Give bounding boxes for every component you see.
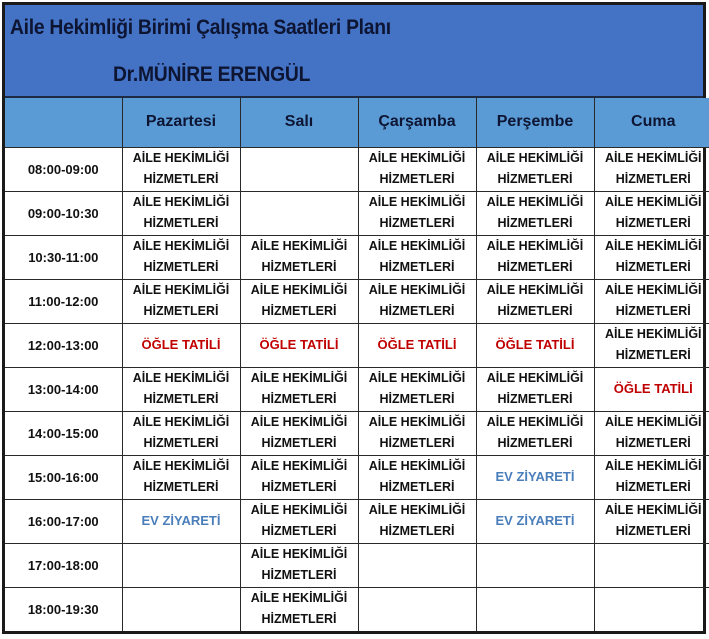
cell-carsamba	[358, 455, 476, 499]
table-row	[5, 455, 709, 499]
table-row	[5, 235, 709, 279]
activity-aile-line1: AİLE HEKİMLİĞİ	[368, 151, 466, 165]
activity-aile-line2: HİZMETLERİ	[497, 216, 573, 230]
activity-aile-line2: HİZMETLERİ	[497, 436, 573, 450]
activity-aile-line2: HİZMETLERİ	[379, 216, 455, 230]
day-header-pazartesi: Pazartesi	[122, 98, 240, 147]
activity-ogle-tatili: ÖĞLE TATİLİ	[141, 337, 221, 352]
activity-aile-line2: HİZMETLERİ	[143, 260, 219, 274]
activity-ev-ziyareti: EV ZİYARETİ	[495, 469, 575, 484]
cell-cuma	[594, 411, 709, 455]
activity-aile-line1: AİLE HEKİMLİĞİ	[132, 195, 230, 209]
time-slot: 13:00-14:00	[5, 367, 122, 411]
cell-cuma	[594, 587, 709, 631]
time-slot: 18:00-19:30	[5, 587, 122, 631]
activity-aile-line2: HİZMETLERİ	[615, 436, 691, 450]
day-header-sali: Salı	[240, 98, 358, 147]
activity-aile-line2: HİZMETLERİ	[497, 260, 573, 274]
cell-persembe	[476, 367, 594, 411]
activity-aile-line1: AİLE HEKİMLİĞİ	[604, 283, 702, 297]
activity-aile-line1: AİLE HEKİMLİĞİ	[368, 283, 466, 297]
activity-aile-line1: AİLE HEKİMLİĞİ	[250, 503, 348, 517]
time-slot: 17:00-18:00	[5, 543, 122, 587]
cell-sali	[240, 147, 358, 191]
activity-aile-line2: HİZMETLERİ	[143, 304, 219, 318]
activity-ev-ziyareti: EV ZİYARETİ	[495, 513, 575, 528]
activity-aile-line1: AİLE HEKİMLİĞİ	[368, 239, 466, 253]
activity-aile-line1: AİLE HEKİMLİĞİ	[368, 371, 466, 385]
activity-aile-line1: AİLE HEKİMLİĞİ	[604, 459, 702, 473]
time-slot: 15:00-16:00	[5, 455, 122, 499]
cell-carsamba	[358, 147, 476, 191]
activity-aile-line2: HİZMETLERİ	[261, 304, 337, 318]
cell-sali	[240, 191, 358, 235]
cell-carsamba	[358, 587, 476, 631]
activity-ogle-tatili: ÖĞLE TATİLİ	[259, 337, 339, 352]
activity-aile-line2: HİZMETLERİ	[143, 392, 219, 406]
activity-aile-line2: HİZMETLERİ	[261, 436, 337, 450]
activity-aile-line1: AİLE HEKİMLİĞİ	[368, 503, 466, 517]
activity-aile-line1: AİLE HEKİMLİĞİ	[486, 239, 584, 253]
cell-persembe	[476, 323, 594, 367]
activity-aile-line1: AİLE HEKİMLİĞİ	[132, 371, 230, 385]
title-band	[5, 5, 703, 98]
cell-pazartesi	[122, 147, 240, 191]
activity-aile-line2: HİZMETLERİ	[497, 172, 573, 186]
activity-ogle-tatili: ÖĞLE TATİLİ	[495, 337, 575, 352]
activity-aile-line2: HİZMETLERİ	[379, 480, 455, 494]
activity-aile-line1: AİLE HEKİMLİĞİ	[250, 459, 348, 473]
cell-sali	[240, 499, 358, 543]
cell-cuma	[594, 147, 709, 191]
table-row	[5, 411, 709, 455]
cell-persembe	[476, 191, 594, 235]
cell-cuma	[594, 191, 709, 235]
table-row	[5, 367, 709, 411]
activity-aile-line1: AİLE HEKİMLİĞİ	[486, 415, 584, 429]
activity-aile-line2: HİZMETLERİ	[379, 260, 455, 274]
cell-persembe	[476, 235, 594, 279]
activity-aile-line2: HİZMETLERİ	[379, 172, 455, 186]
activity-aile-line1: AİLE HEKİMLİĞİ	[250, 547, 348, 561]
day-header-persembe: Perşembe	[476, 98, 594, 147]
cell-carsamba	[358, 543, 476, 587]
cell-sali	[240, 279, 358, 323]
cell-cuma	[594, 279, 709, 323]
cell-cuma	[594, 323, 709, 367]
activity-aile-line2: HİZMETLERİ	[143, 172, 219, 186]
activity-aile-line1: AİLE HEKİMLİĞİ	[132, 415, 230, 429]
activity-aile-line1: AİLE HEKİMLİĞİ	[486, 195, 584, 209]
activity-aile-line1: AİLE HEKİMLİĞİ	[132, 151, 230, 165]
cell-persembe	[476, 279, 594, 323]
activity-aile-line1: AİLE HEKİMLİĞİ	[368, 415, 466, 429]
cell-sali	[240, 455, 358, 499]
activity-aile-line1: AİLE HEKİMLİĞİ	[368, 195, 466, 209]
table-row	[5, 323, 709, 367]
cell-sali	[240, 323, 358, 367]
cell-pazartesi	[122, 587, 240, 631]
activity-aile-line1: AİLE HEKİMLİĞİ	[486, 371, 584, 385]
cell-pazartesi	[122, 411, 240, 455]
activity-aile-line1: AİLE HEKİMLİĞİ	[368, 459, 466, 473]
cell-pazartesi	[122, 191, 240, 235]
activity-aile-line1: AİLE HEKİMLİĞİ	[486, 283, 584, 297]
table-row	[5, 279, 709, 323]
cell-persembe	[476, 543, 594, 587]
activity-aile-line1: AİLE HEKİMLİĞİ	[604, 327, 702, 341]
time-slot: 09:00-10:30	[5, 191, 122, 235]
cell-pazartesi	[122, 543, 240, 587]
cell-sali	[240, 235, 358, 279]
table-row	[5, 587, 709, 631]
activity-aile-line1: AİLE HEKİMLİĞİ	[132, 459, 230, 473]
time-slot: 16:00-17:00	[5, 499, 122, 543]
activity-ogle-tatili: ÖĞLE TATİLİ	[613, 381, 693, 396]
cell-pazartesi	[122, 455, 240, 499]
activity-aile-line1: AİLE HEKİMLİĞİ	[132, 239, 230, 253]
activity-aile-line2: HİZMETLERİ	[615, 348, 691, 362]
time-slot: 11:00-12:00	[5, 279, 122, 323]
cell-sali	[240, 587, 358, 631]
activity-aile-line2: HİZMETLERİ	[261, 612, 337, 627]
cell-sali	[240, 543, 358, 587]
activity-aile-line2: HİZMETLERİ	[261, 524, 337, 538]
activity-aile-line2: HİZMETLERİ	[615, 304, 691, 318]
activity-aile-line2: HİZMETLERİ	[261, 568, 337, 582]
cell-pazartesi	[122, 499, 240, 543]
activity-aile-line2: HİZMETLERİ	[143, 480, 219, 494]
cell-cuma	[594, 455, 709, 499]
activity-ev-ziyareti: EV ZİYARETİ	[141, 513, 221, 528]
cell-persembe	[476, 147, 594, 191]
cell-pazartesi	[122, 235, 240, 279]
activity-aile-line2: HİZMETLERİ	[497, 392, 573, 406]
activity-aile-line1: AİLE HEKİMLİĞİ	[604, 151, 702, 165]
time-slot: 08:00-09:00	[5, 147, 122, 191]
cell-persembe	[476, 411, 594, 455]
cell-sali	[240, 367, 358, 411]
activity-aile-line2: HİZMETLERİ	[615, 480, 691, 494]
cell-sali	[240, 411, 358, 455]
activity-aile-line1: AİLE HEKİMLİĞİ	[486, 151, 584, 165]
activity-aile-line2: HİZMETLERİ	[261, 480, 337, 494]
activity-aile-line2: HİZMETLERİ	[615, 216, 691, 230]
activity-aile-line1: AİLE HEKİMLİĞİ	[250, 283, 348, 297]
cell-persembe	[476, 587, 594, 631]
cell-pazartesi	[122, 279, 240, 323]
cell-cuma	[594, 235, 709, 279]
cell-carsamba	[358, 323, 476, 367]
table-row	[5, 191, 709, 235]
cell-persembe	[476, 455, 594, 499]
cell-pazartesi	[122, 323, 240, 367]
cell-persembe	[476, 499, 594, 543]
activity-aile-line2: HİZMETLERİ	[615, 260, 691, 274]
cell-cuma	[594, 367, 709, 411]
activity-aile-line2: HİZMETLERİ	[497, 304, 573, 318]
activity-aile-line1: AİLE HEKİMLİĞİ	[604, 415, 702, 429]
table-row	[5, 147, 709, 191]
day-header-carsamba: Çarşamba	[358, 98, 476, 147]
table-row	[5, 499, 709, 543]
day-header-cuma: Cuma	[594, 98, 709, 147]
activity-aile-line2: HİZMETLERİ	[379, 304, 455, 318]
activity-aile-line1: AİLE HEKİMLİĞİ	[132, 283, 230, 297]
activity-aile-line2: HİZMETLERİ	[379, 524, 455, 538]
activity-aile-line1: AİLE HEKİMLİĞİ	[250, 591, 348, 606]
activity-aile-line2: HİZMETLERİ	[379, 392, 455, 406]
cell-carsamba	[358, 367, 476, 411]
cell-carsamba	[358, 191, 476, 235]
cell-cuma	[594, 499, 709, 543]
time-slot: 14:00-15:00	[5, 411, 122, 455]
schedule-body	[5, 147, 709, 631]
activity-aile-line1: AİLE HEKİMLİĞİ	[604, 239, 702, 253]
activity-aile-line2: HİZMETLERİ	[143, 436, 219, 450]
activity-aile-line2: HİZMETLERİ	[261, 392, 337, 406]
cell-carsamba	[358, 235, 476, 279]
time-slot: 12:00-13:00	[5, 323, 122, 367]
corner-cell	[5, 98, 122, 147]
activity-aile-line2: HİZMETLERİ	[615, 172, 691, 186]
table-row	[5, 543, 709, 587]
cell-cuma	[594, 543, 709, 587]
activity-aile-line2: HİZMETLERİ	[143, 216, 219, 230]
doctor-name: Dr.MÜNİRE ERENGÜL	[113, 63, 311, 86]
day-header-row	[5, 98, 709, 147]
page-title: Aile Hekimliği Birimi Çalışma Saatleri Planı	[10, 16, 391, 39]
cell-carsamba	[358, 411, 476, 455]
activity-aile-line1: AİLE HEKİMLİĞİ	[604, 503, 702, 517]
activity-aile-line2: HİZMETLERİ	[261, 260, 337, 274]
activity-ogle-tatili: ÖĞLE TATİLİ	[377, 337, 457, 352]
activity-aile-line1: AİLE HEKİMLİĞİ	[604, 195, 702, 209]
time-slot: 10:30-11:00	[5, 235, 122, 279]
activity-aile-line2: HİZMETLERİ	[615, 524, 691, 538]
activity-aile-line1: AİLE HEKİMLİĞİ	[250, 415, 348, 429]
cell-carsamba	[358, 279, 476, 323]
activity-aile-line1: AİLE HEKİMLİĞİ	[250, 239, 348, 253]
schedule-table	[5, 98, 709, 631]
activity-aile-line1: AİLE HEKİMLİĞİ	[250, 371, 348, 385]
schedule-sheet	[2, 2, 706, 634]
cell-carsamba	[358, 499, 476, 543]
activity-aile-line2: HİZMETLERİ	[379, 436, 455, 450]
cell-pazartesi	[122, 367, 240, 411]
